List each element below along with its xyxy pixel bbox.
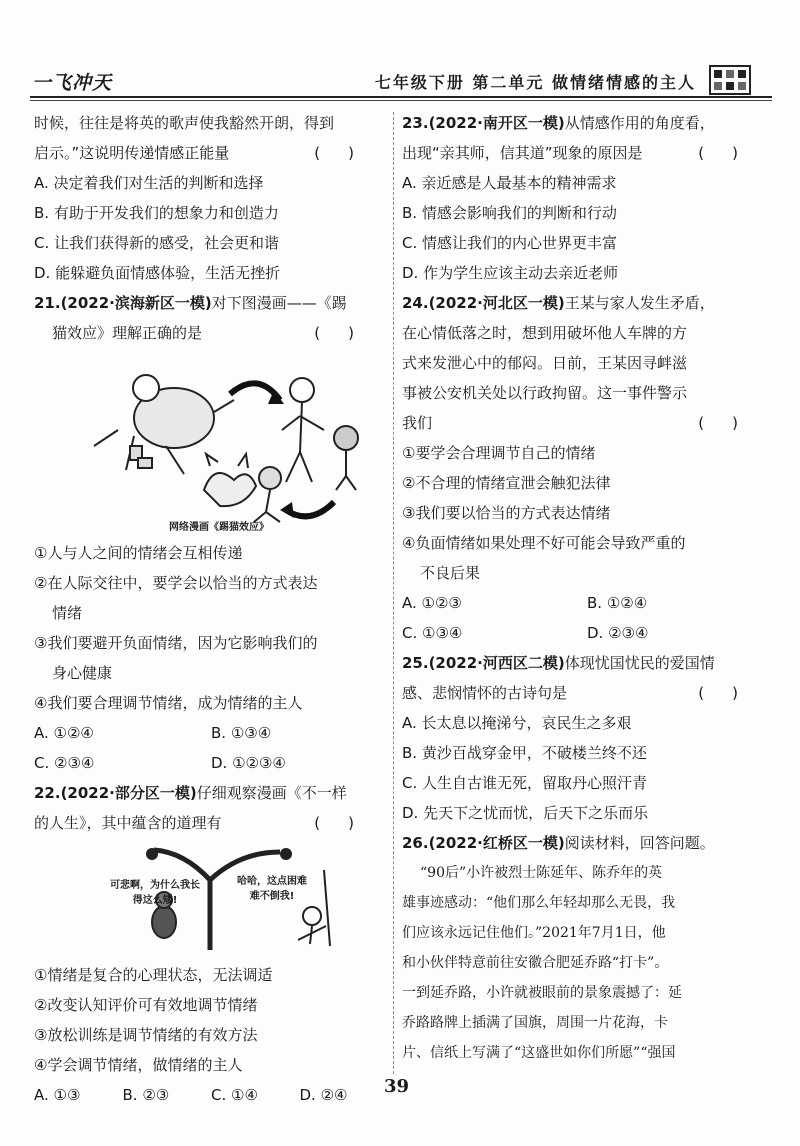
question-21-stem (34, 288, 388, 318)
question-source: (2022·部分区一模) (60, 784, 197, 802)
option-a: A. ①②④ (34, 724, 94, 742)
option-c: C. ②③④ (34, 754, 95, 772)
statement-item: ③我们要以恰当的方式表达情绪 (402, 504, 611, 522)
option-row (34, 1080, 388, 1110)
question-source: (2022·南开区一模) (428, 114, 565, 132)
statement-item: ④我们要合理调节情绪，成为情绪的主人 (34, 694, 303, 712)
option-d: D. 作为学生应该主动去亲近老师 (402, 264, 619, 282)
option-a: A. ①③ (34, 1086, 81, 1104)
kick-cat-cartoon-image (34, 350, 388, 534)
statement-item-cont: 身心健康 (52, 664, 113, 682)
option-b: B. 有助于开发我们的想象力和创造力 (34, 204, 279, 222)
column-divider (393, 112, 394, 1074)
option-d: D. ②④ (299, 1086, 348, 1104)
statement-item-cont: 情绪 (52, 604, 83, 622)
option-a: A. 长太息以掩涕兮，哀民生之多艰 (402, 714, 632, 732)
question-stem: 感、悲悯情怀的古诗句是 (402, 684, 568, 702)
question-stem: 的人生》，其中蕴含的道理有 (34, 814, 222, 832)
passage-line: 雄事迹感动：“他们那么年轻却那么无畏，我 (402, 895, 676, 911)
option-d: D. ①②③④ (211, 754, 286, 772)
passage-line: 和小伙伴特意前往安徽合肥延乔路“打卡”。 (402, 955, 669, 971)
page-header (0, 0, 800, 108)
question-23-stem (402, 108, 772, 138)
option-b: B. ①②④ (587, 594, 648, 612)
option-c: C. 人生自古谁无死，留取丹心照汗青 (402, 774, 648, 792)
question-21-stem-cont (34, 318, 388, 348)
question-stem: 仔细观察漫画《不一样 (196, 784, 347, 802)
statement-item: ③我们要避开负面情绪，因为它影响我们的 (34, 634, 318, 652)
statement-item: ②在人际交往中，要学会以恰当的方式表达 (34, 574, 318, 592)
question-stem-line: 在心情低落之时，想到用破坏他人车牌的方 (402, 324, 688, 342)
question-number: 24. (402, 294, 429, 312)
option-c: C. 让我们获得新的感受，社会更和谐 (34, 234, 280, 252)
question-22-stem-cont (34, 808, 388, 838)
answer-blank[interactable]: () (698, 144, 766, 162)
option-d: D. 先天下之忧而忧，后天下之乐而乐 (402, 804, 649, 822)
option-c: C. ①④ (211, 1086, 258, 1104)
brand-logo-text: 一飞冲天 (32, 72, 113, 94)
corner-decoration-icon (708, 64, 752, 96)
option-a: A. 亲近感是人最基本的精神需求 (402, 174, 617, 192)
question-stem: 王某与家人发生矛盾， (564, 294, 715, 312)
question-stem-line: 式来发泄心中的郁闷。日前，王某因寻衅滋 (402, 354, 688, 372)
statement-item: ④负面情绪如果处理不好可能会导致严重的 (402, 534, 686, 552)
text-line: 时候，往往是将英的歌声使我豁然开朗，得到 (34, 114, 335, 132)
option-row (34, 748, 388, 778)
option-row (402, 618, 772, 648)
question-stem: 我们 (402, 414, 433, 432)
question-25-stem-cont (402, 678, 772, 708)
right-column (402, 108, 772, 1068)
question-stem: 猫效应》理解正确的是 (52, 324, 203, 342)
header-rule (30, 96, 772, 98)
speech-bubble-right: 哈哈，这点困难难不倒我! (237, 876, 307, 902)
passage-line: “90后”小许被烈士陈延年、陈乔年的英 (420, 865, 663, 881)
option-c: C. ①③④ (402, 624, 463, 642)
option-row (34, 718, 388, 748)
question-source: (2022·河北区一模) (428, 294, 565, 312)
statement-item: ②改变认知评价可有效地调节情绪 (34, 996, 258, 1014)
question-stem-line (402, 408, 772, 438)
option-c: C. 情感让我们的内心世界更丰富 (402, 234, 618, 252)
question-24-stem (402, 288, 772, 318)
question-number: 26. (402, 834, 429, 852)
running-title: 七年级下册 第二单元 做情绪情感的主人 (374, 73, 696, 92)
question-number: 23. (402, 114, 429, 132)
question-number: 25. (402, 654, 429, 672)
different-life-cartoon (34, 840, 388, 952)
question-source: (2022·红桥区一模) (428, 834, 565, 852)
option-a: A. 决定着我们对生活的判断和选择 (34, 174, 264, 192)
different-life-cartoon-image (34, 840, 388, 952)
question-stem: 阅读材料，回答问题。 (564, 834, 715, 852)
question-number: 22. (34, 784, 61, 802)
kick-cat-cartoon (34, 350, 388, 534)
option-a: A. ①②③ (402, 594, 462, 612)
answer-blank[interactable]: () (314, 144, 382, 162)
question-stem: 出现“亲其师，信其道”现象的原因是 (402, 144, 643, 162)
passage-line: 乔路路牌上插满了国旗，周围一片花海，卡 (402, 1015, 668, 1031)
option-d: D. 能躲避负面情感体验，生活无挫折 (34, 264, 281, 282)
passage-line: 们应该永远记住他们。”2021年7月1日，他 (402, 925, 666, 941)
option-d: D. ②③④ (587, 624, 649, 642)
page-number: 39 (384, 1076, 410, 1097)
answer-blank[interactable]: () (698, 684, 766, 702)
header-rule-thin (30, 100, 772, 101)
passage-line: 片、信纸上写满了“这盛世如你们所愿”“强国 (402, 1045, 676, 1061)
answer-blank[interactable]: () (314, 814, 382, 832)
statement-item: ①情绪是复合的心理状态，无法调适 (34, 966, 273, 984)
option-b: B. ①③④ (211, 724, 272, 742)
question-number: 21. (34, 294, 61, 312)
cartoon-caption: 网络漫画《踢猫效应》 (169, 522, 269, 533)
option-b: B. 情感会影响我们的判断和行动 (402, 204, 617, 222)
answer-blank[interactable]: () (314, 324, 382, 342)
text-line-content: 启示。”这说明传递情感正能量 (34, 144, 230, 162)
passage-line: 一到延乔路，小许就被眼前的景象震撼了：延 (402, 985, 682, 1001)
statement-item: ①要学会合理调节自己的情绪 (402, 444, 596, 462)
statement-item: ②不合理的情绪宣泄会触犯法律 (402, 474, 611, 492)
option-b: B. 黄沙百战穿金甲，不破楼兰终不还 (402, 744, 647, 762)
question-23-stem-cont (402, 138, 772, 168)
question-stem-line: 事被公安机关处以行政拘留。这一事件警示 (402, 384, 688, 402)
statement-item: ③放松训练是调节情绪的有效方法 (34, 1026, 258, 1044)
question-25-stem (402, 648, 772, 678)
speech-bubble-left: 可悲啊，为什么我长得这么矮! (110, 880, 200, 906)
question-source: (2022·河西区二模) (428, 654, 565, 672)
left-column (34, 108, 388, 1110)
option-row (402, 588, 772, 618)
question-source: (2022·滨海新区一模) (60, 294, 212, 312)
statement-item: ④学会调节情绪，做情绪的主人 (34, 1056, 243, 1074)
statement-item: ①人与人之间的情绪会互相传递 (34, 544, 243, 562)
answer-blank[interactable]: () (698, 414, 766, 432)
question-stem: 体现忧国忧民的爱国情 (564, 654, 715, 672)
statement-item-cont: 不良后果 (420, 564, 481, 582)
text-line (34, 138, 388, 168)
option-b: B. ②③ (122, 1086, 170, 1104)
question-26-stem (402, 828, 772, 858)
question-stem: 从情感作用的角度看， (564, 114, 715, 132)
question-stem: 对下图漫画——《踢 (211, 294, 347, 312)
question-22-stem (34, 778, 388, 808)
